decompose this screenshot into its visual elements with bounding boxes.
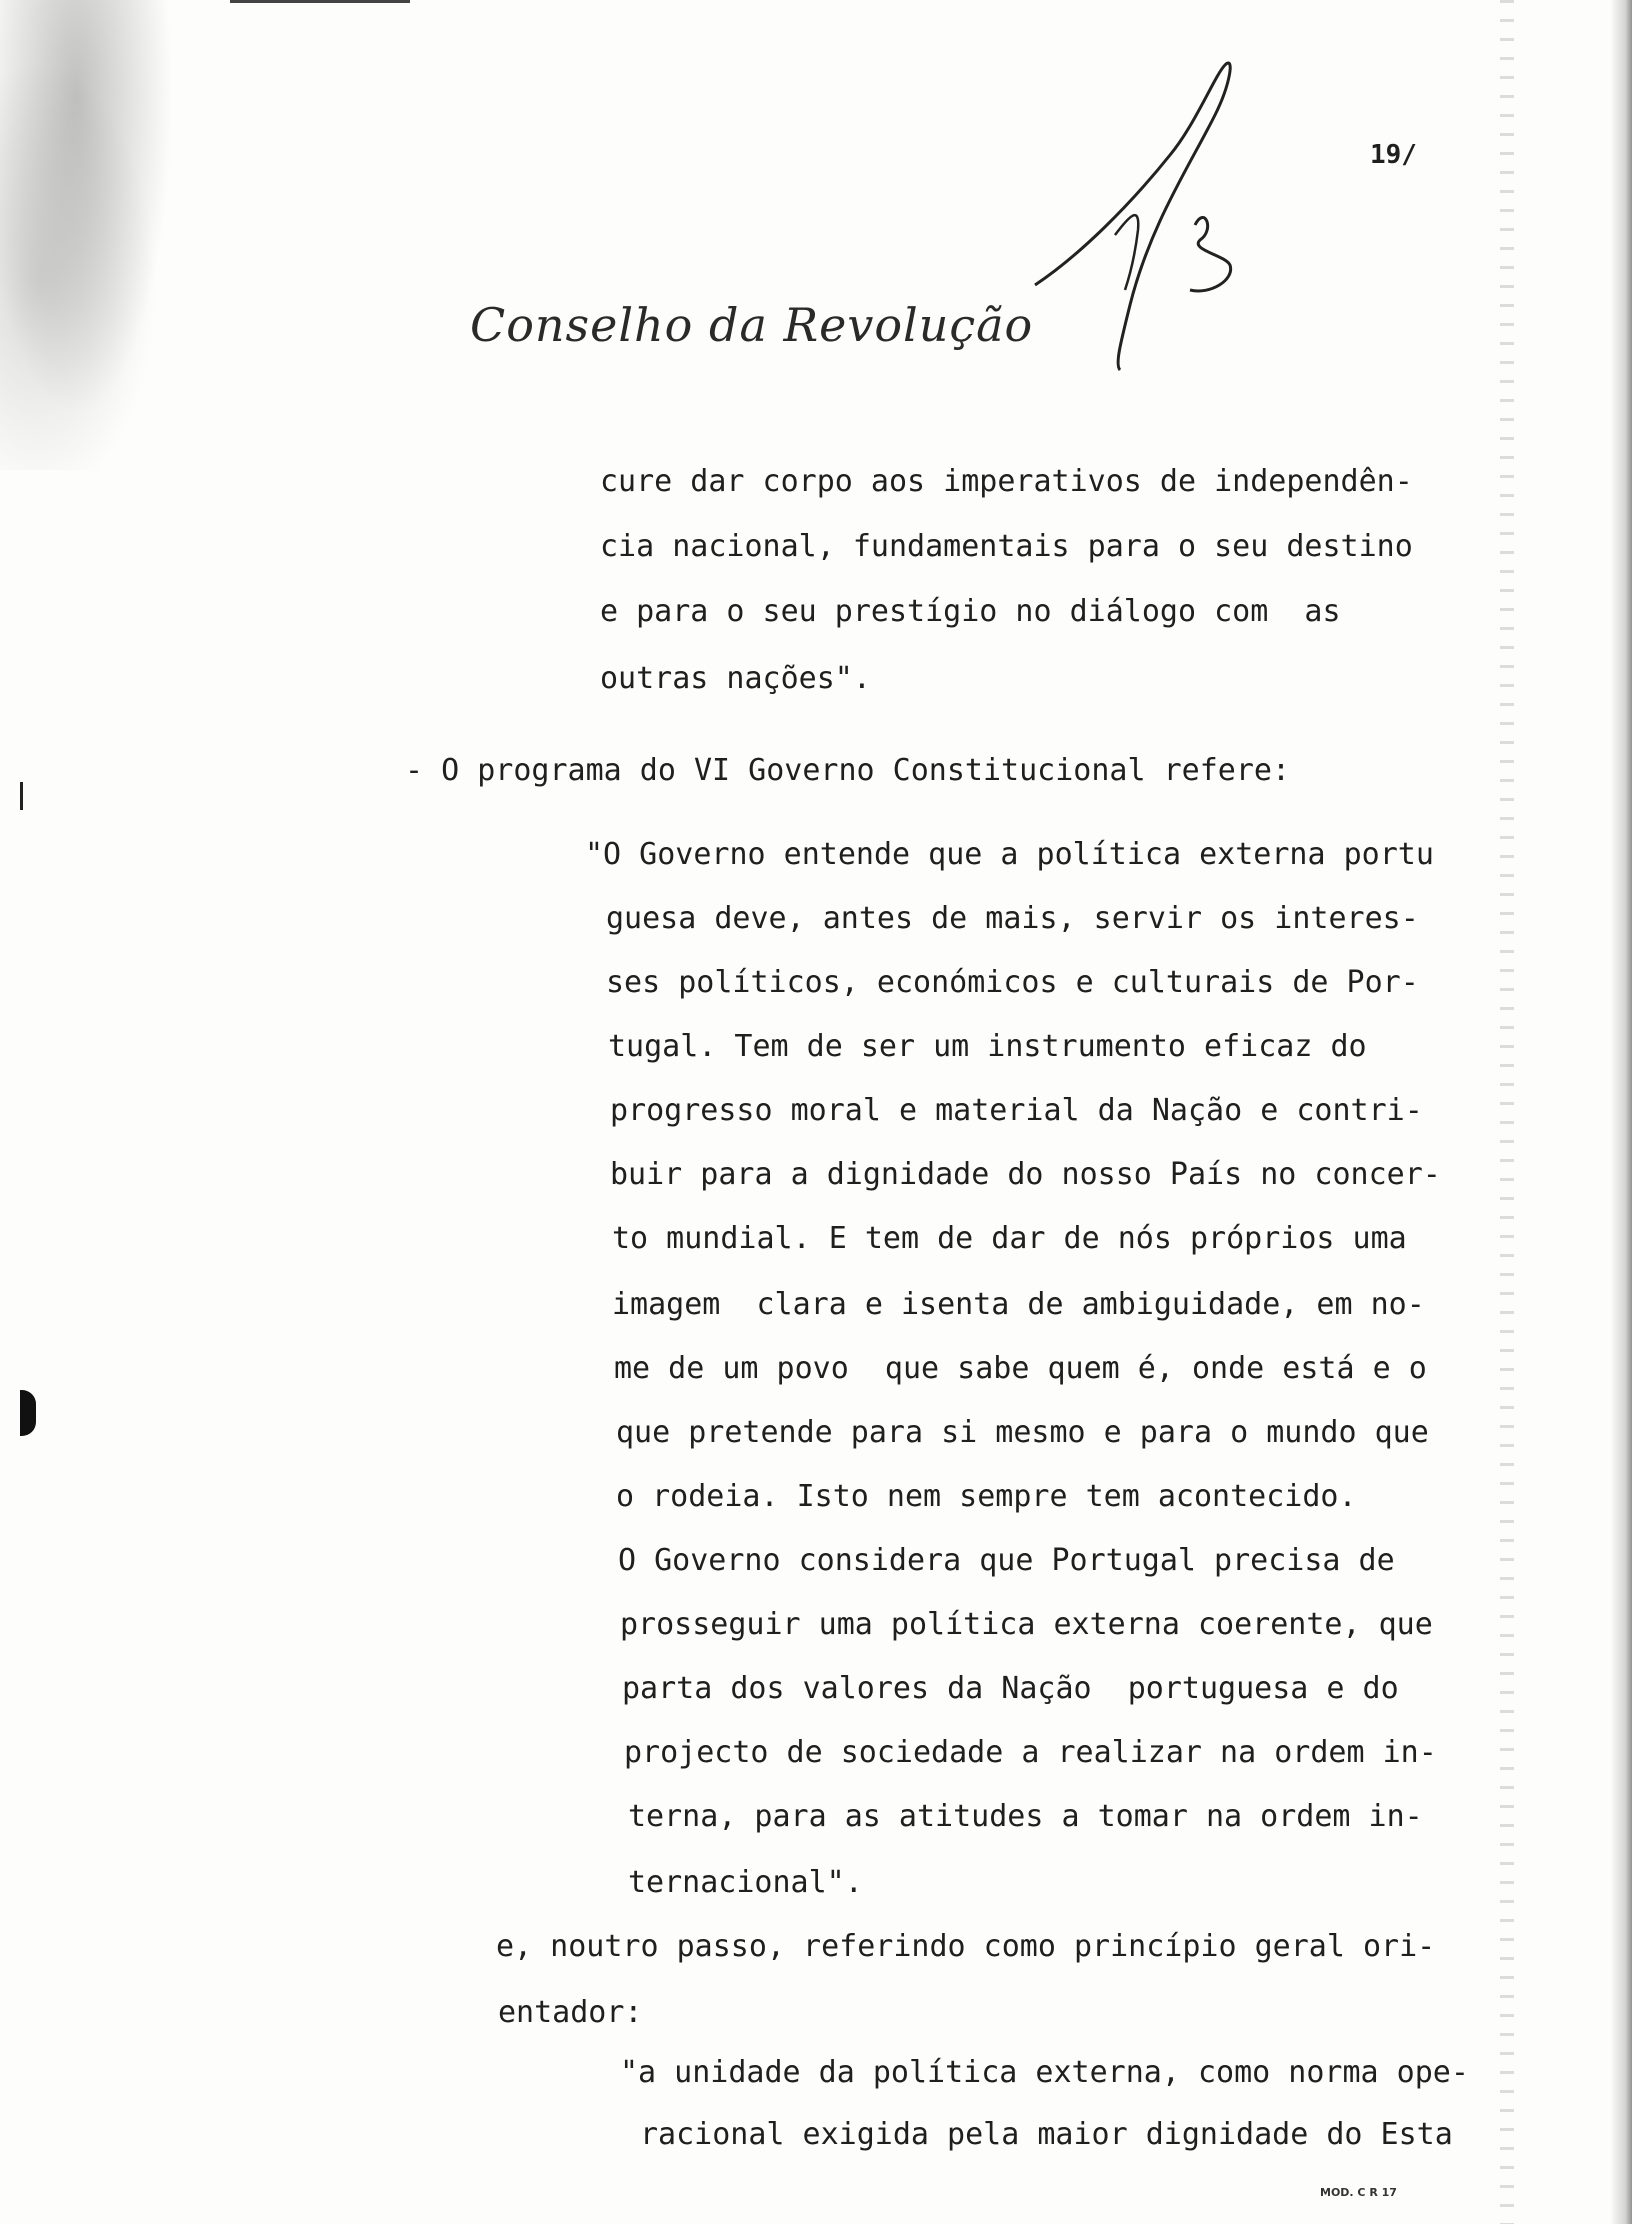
text-line: guesa deve, antes de mais, servir os interes- [606,901,1419,936]
text-line: O Governo considera que Portugal precisa de [618,1543,1395,1578]
text-line: ses políticos, económicos e culturais de Por- [606,965,1419,1000]
text-line: racional exigida pela maior dignidade do Esta [640,2117,1453,2152]
page-number: 19/ [1370,140,1417,170]
scan-dot-strip [1500,0,1514,2224]
text-line: "a unidade da política externa, como norma ope- [620,2055,1469,2090]
scan-right-edge [1610,0,1632,2224]
text-line: ternacional". [628,1865,863,1900]
text-line: e para o seu prestígio no diálogo com as [600,594,1341,629]
binder-hole-mark [20,1390,36,1436]
letterhead: Conselho da Revolução [470,298,1034,352]
text-line: buir para a dignidade do nosso País no concer- [610,1157,1441,1192]
text-line: prosseguir uma política externa coerente, que [620,1607,1433,1642]
form-code: MOD. C R 17 [1320,2186,1397,2199]
text-line: tugal. Tem de ser um instrumento eficaz do [608,1029,1367,1064]
scan-top-line [230,0,410,3]
text-line: projecto de sociedade a realizar na ordem in- [624,1735,1437,1770]
text-line: cure dar corpo aos imperativos de independên- [600,464,1413,499]
text-line: terna, para as atitudes a tomar na ordem in- [628,1799,1423,1834]
text-line: "O Governo entende que a política externa portu [585,837,1434,872]
binder-line-mark [20,782,23,810]
handwritten-initials [1020,55,1280,385]
list-item-line: - O programa do VI Governo Constitucional refere: [405,753,1291,788]
text-line: cia nacional, fundamentais para o seu destino [600,529,1413,564]
text-line: me de um povo que sabe quem é, onde está e o [614,1351,1427,1386]
text-line: parta dos valores da Nação portuguesa e do [622,1671,1399,1706]
text-line: e, noutro passo, referindo como princípio geral ori- [496,1929,1436,1964]
text-line: que pretende para si mesmo e para o mundo que [616,1415,1429,1450]
text-line: to mundial. E tem de dar de nós próprios uma [612,1221,1407,1256]
text-line: entador: [498,1995,643,2030]
scan-smudge [0,0,190,470]
text-line: imagem clara e isenta de ambiguidade, em no- [612,1287,1425,1322]
text-line: outras nações". [600,661,871,696]
text-line: progresso moral e material da Nação e contri- [610,1093,1423,1128]
text-line: o rodeia. Isto nem sempre tem acontecido. [616,1479,1357,1514]
